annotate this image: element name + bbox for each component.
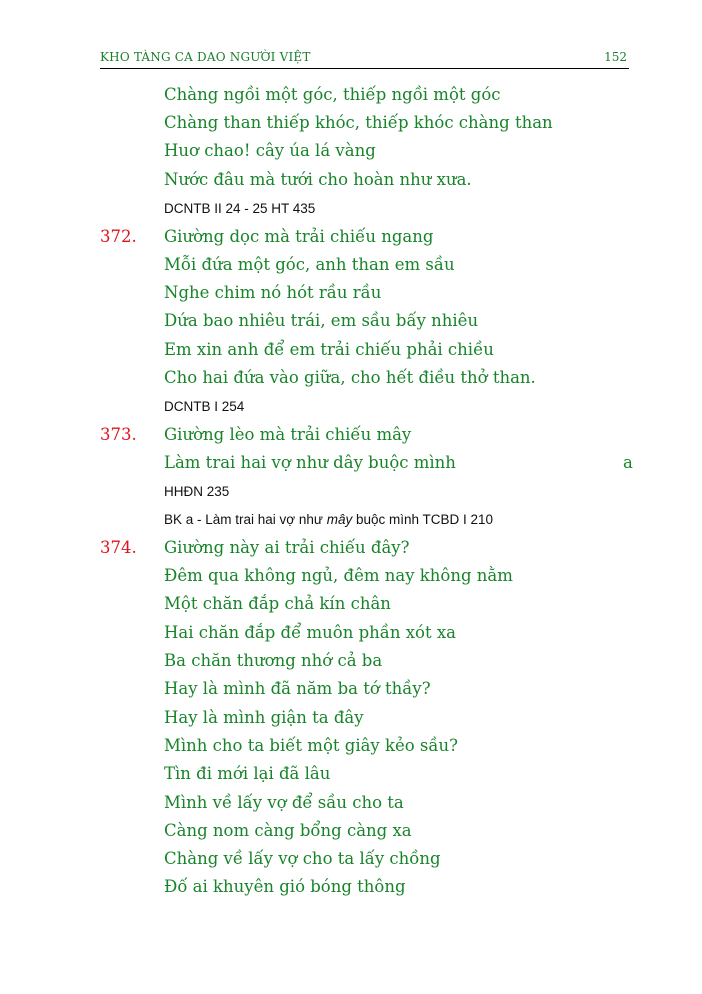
verse-number: 374. [100,538,137,557]
verse-line: Dứa bao nhiêu trái, em sầu bấy nhiêu [164,311,479,330]
verse-line: Đố ai khuyên gió bóng thông [164,877,406,896]
verse-line: Chàng than thiếp khóc, thiếp khóc chàng than [164,113,553,132]
verse-line: Mỗi đứa một góc, anh than em sầu [164,255,455,274]
verse-line: Nước đâu mà tưới cho hoàn như xưa. [164,170,472,189]
variant-italic-word: mây [326,512,353,527]
verse-line: Cho hai đứa vào giữa, cho hết điều thở than. [164,368,536,387]
verse-number: 372. [100,227,137,246]
verse-line: Mình về lấy vợ để sầu cho ta [164,793,404,812]
verse-line: Tìn đi mới lại đã lâu [164,764,331,783]
verse-line: Hai chăn đắp để muôn phần xót xa [164,623,456,642]
page-header [100,48,629,69]
verse-line: Mình cho ta biết một giây kẻo sầu? [164,736,458,755]
variant-note [164,511,493,529]
source-citation: DCNTB I 254 [164,399,245,414]
variant-prefix: BK a - Làm trai hai vợ như [164,512,327,527]
verse-line: Giường lèo mà trải chiếu mây [164,425,412,444]
source-citation: DCNTB II 24 - 25 HT 435 [164,201,316,216]
book-title: KHO TÀNG CA DAO NGƯỜI VIỆT [100,50,311,64]
verse-line: Ba chăn thương nhớ cả ba [164,651,383,670]
source-citation: HHĐN 235 [164,484,230,499]
variant-suffix: buộc mình TCBD I 210 [352,512,494,527]
verse-line: Nghe chim nó hót rầu rầu [164,283,382,302]
verse-line: Giường này ai trải chiếu đây? [164,538,410,557]
verse-line: Huơ chao! cây úa lá vàng [164,141,376,160]
verse-line: Đêm qua không ngủ, đêm nay không nằm [164,566,513,585]
verse-line: Chàng về lấy vợ cho ta lấy chồng [164,849,441,868]
verse-line: Một chăn đắp chả kín chân [164,594,391,613]
verse-line: Em xin anh để em trải chiếu phải chiều [164,340,494,359]
page-number: 152 [604,50,627,64]
verse-line: Làm trai hai vợ như dây buộc mình [164,453,456,472]
verse-line: Hay là mình đã năm ba tớ thầy? [164,679,431,698]
variant-marker: a [623,453,633,472]
verse-line: Càng nom càng bổng càng xa [164,821,412,840]
verse-line: Giường dọc mà trải chiếu ngang [164,227,434,246]
verse-line: Chàng ngồi một góc, thiếp ngồi một góc [164,85,501,104]
verse-number: 373. [100,425,137,444]
verse-line: Hay là mình giận ta đây [164,708,364,727]
